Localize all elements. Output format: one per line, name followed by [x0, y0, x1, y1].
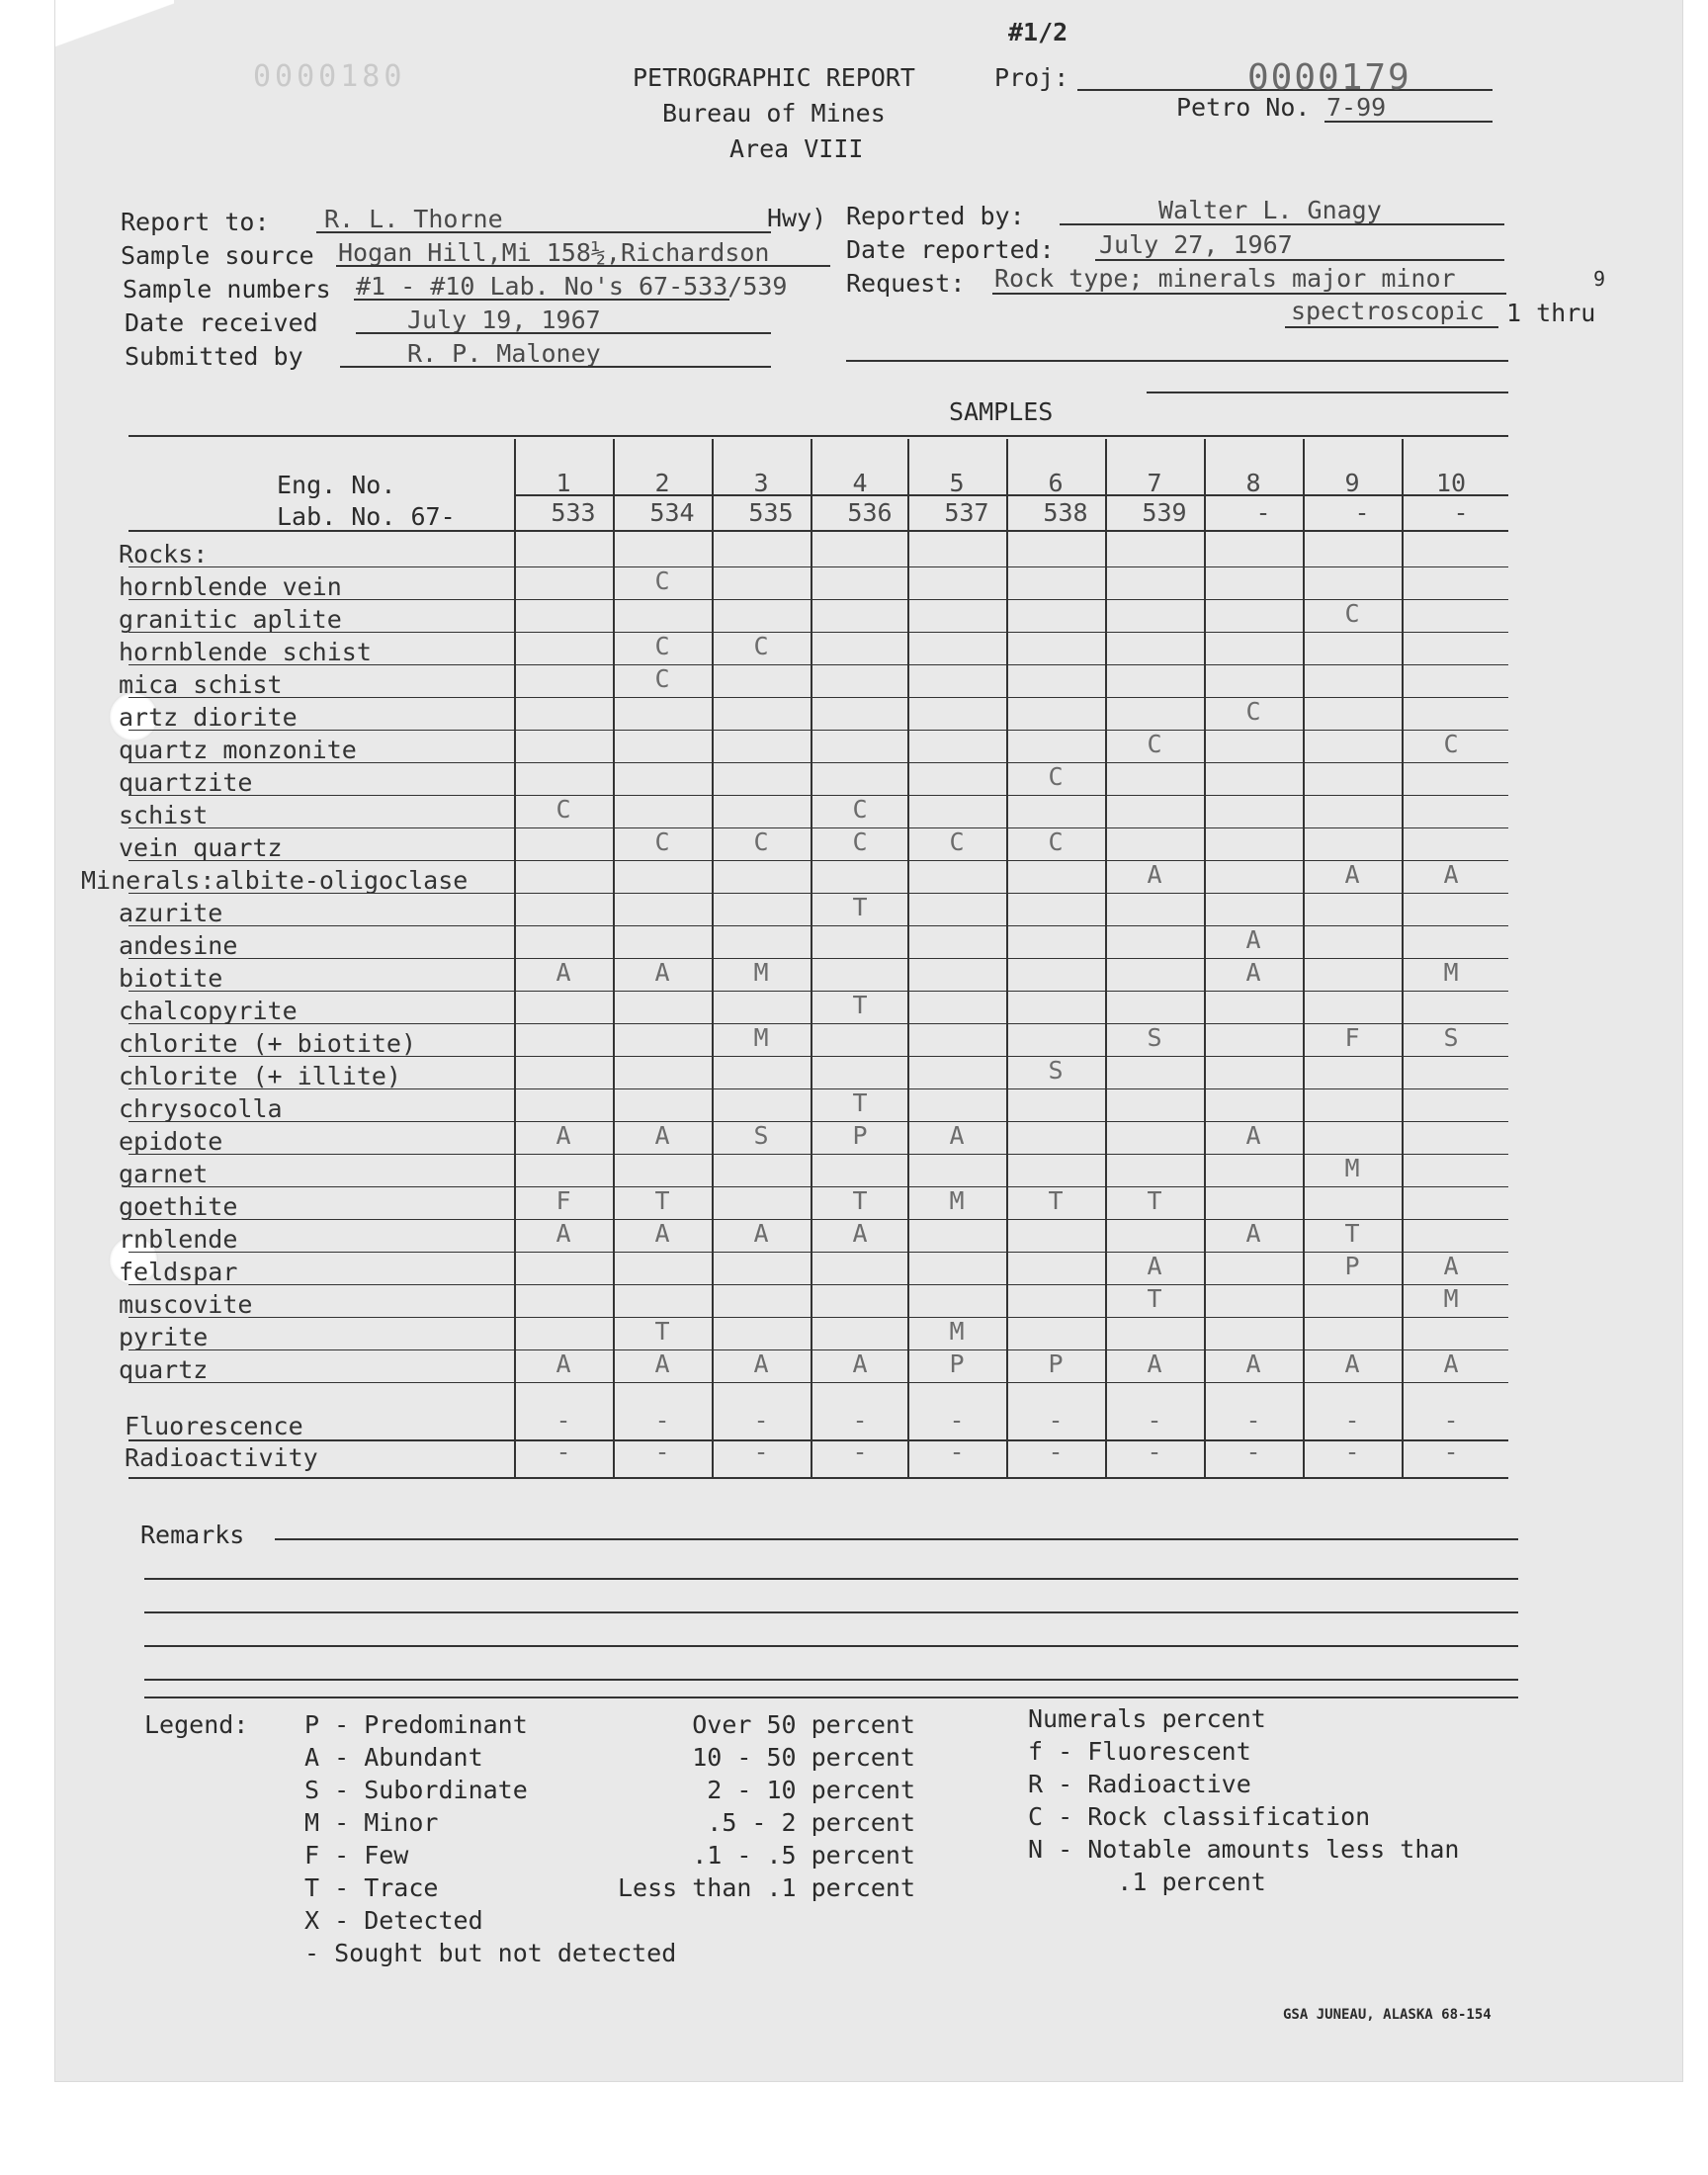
radioactivity-value: - [949, 1437, 965, 1466]
row-label: quartzite [119, 768, 253, 797]
row-label: vein quartz [119, 833, 283, 862]
sample-source-value: Hogan Hill,Mi 158½,Richardson [338, 238, 770, 267]
remarks-line [144, 1696, 1518, 1698]
row-line [128, 1023, 1508, 1024]
footer-print-mark: GSA JUNEAU, ALASKA 68-154 [1283, 2007, 1492, 2023]
fluorescence-value: - [949, 1406, 965, 1435]
cell-value: A [1443, 1349, 1459, 1378]
row-line [128, 1219, 1508, 1220]
petro-underline [1324, 121, 1493, 123]
fluorescence-value: - [1048, 1406, 1064, 1435]
cell-value: M [1443, 958, 1459, 987]
column-divider [712, 439, 714, 1477]
cell-value: T [654, 1186, 670, 1215]
legend-code: M - Minor [304, 1808, 439, 1837]
legend-code: P - Predominant [304, 1710, 528, 1739]
fluorescence-value: - [1147, 1406, 1162, 1435]
header-bottom-line [128, 530, 1508, 532]
date-received-label: Date received [125, 308, 318, 337]
row-label: chalcopyrite [119, 997, 298, 1025]
radioactivity-label: Radioactivity [125, 1443, 318, 1472]
cell-value: F [555, 1186, 571, 1215]
cell-value: A [1344, 1349, 1360, 1378]
row-line [128, 1056, 1508, 1057]
request-label: Request: [846, 269, 966, 298]
row-line [128, 1088, 1508, 1089]
column-divider [907, 439, 909, 1477]
cell-value: C [654, 566, 670, 595]
row-line [128, 730, 1508, 731]
radioactivity-value: - [1048, 1437, 1064, 1466]
radioactivity-value: - [555, 1437, 571, 1466]
torn-corner [55, 0, 174, 59]
legend-range: .5 - 2 percent [707, 1808, 915, 1837]
fluorescence-value: - [753, 1406, 769, 1435]
eng-number: 9 [1344, 469, 1360, 497]
cell-value: C [1048, 762, 1064, 791]
cell-value: P [1344, 1252, 1360, 1280]
eng-number: 10 [1435, 469, 1467, 497]
row-line [128, 860, 1508, 861]
fluorescence-value: - [1245, 1406, 1261, 1435]
row-label: muscovite [119, 1290, 253, 1319]
radioactivity-value: - [654, 1437, 670, 1466]
row-label: quartz [119, 1355, 209, 1384]
remarks-line [144, 1611, 1518, 1613]
row-line [128, 1317, 1508, 1318]
cell-value: C [1245, 697, 1261, 726]
column-divider [1204, 439, 1206, 1477]
row-label: mica schist [119, 670, 283, 699]
cell-value: A [555, 1121, 571, 1150]
bureau-subtitle: Bureau of Mines [662, 99, 886, 128]
cell-value: A [1147, 860, 1162, 889]
lab-number: - [1255, 498, 1271, 527]
cell-value: S [1048, 1056, 1064, 1085]
cell-value: P [852, 1121, 868, 1150]
cell-value: A [1443, 1252, 1459, 1280]
row-label: quartz monzonite [119, 736, 357, 764]
legend-note: C - Rock classification [1028, 1802, 1371, 1831]
cell-value: C [1048, 827, 1064, 856]
petro-label: Petro No. [1176, 93, 1311, 122]
cell-value: A [1443, 860, 1459, 889]
row-line [128, 827, 1508, 828]
date-reported-value: July 27, 1967 [1099, 230, 1293, 259]
reported-by-underline [1060, 223, 1504, 225]
remarks-label: Remarks [140, 1521, 245, 1549]
reported-by-label: Reported by: [846, 202, 1025, 230]
row-label: chrysocolla [119, 1094, 283, 1123]
row-label: Rocks: [119, 540, 209, 568]
eng-number: 4 [852, 469, 868, 497]
faint-stamp: 0000180 [253, 59, 406, 94]
row-line [128, 1252, 1508, 1253]
eng-number: 1 [555, 469, 571, 497]
row-line [128, 1284, 1508, 1285]
row-label: Minerals:albite-oligoclase [81, 866, 469, 895]
table-top-line [128, 435, 1508, 437]
row-line [128, 599, 1508, 600]
row-line [128, 1121, 1508, 1122]
legend-code: - Sought but not detected [304, 1939, 677, 1967]
submitted-by-value: R. P. Maloney [407, 339, 601, 368]
remarks-line [144, 1645, 1518, 1647]
row-label: biotite [119, 964, 223, 993]
column-divider [1303, 439, 1305, 1477]
radioactivity-value: - [1147, 1437, 1162, 1466]
cell-value: F [1344, 1023, 1360, 1052]
cell-value: A [852, 1219, 868, 1248]
cell-value: S [1147, 1023, 1162, 1052]
cell-value: A [949, 1121, 965, 1150]
request-value: Rock type; minerals major minor [994, 264, 1456, 293]
cell-value: A [1344, 860, 1360, 889]
cell-value: T [852, 893, 868, 921]
legend-note: Numerals percent [1028, 1704, 1266, 1733]
column-divider [811, 439, 812, 1477]
cell-value: T [1147, 1186, 1162, 1215]
row-line [128, 991, 1508, 992]
legend-range: 2 - 10 percent [707, 1776, 915, 1804]
report-to-label: Report to: [121, 208, 270, 236]
row-line [128, 566, 1508, 567]
proj-label: Proj: [994, 63, 1069, 92]
row-line [128, 1154, 1508, 1155]
legend-code: A - Abundant [304, 1743, 483, 1772]
row-label: granitic aplite [119, 605, 342, 634]
cell-value: T [1147, 1284, 1162, 1313]
cell-value: A [654, 1349, 670, 1378]
cell-value: A [555, 958, 571, 987]
row-label: epidote [119, 1127, 223, 1156]
date-received-value: July 19, 1967 [407, 305, 601, 334]
column-divider [613, 439, 615, 1477]
row-label: rnblende [119, 1225, 238, 1254]
date-received-underline [356, 332, 771, 334]
cell-value: C [654, 827, 670, 856]
row-line [128, 958, 1508, 959]
cell-value: C [1344, 599, 1360, 628]
fluorescence-value: - [852, 1406, 868, 1435]
cell-value: C [654, 632, 670, 660]
cell-value: P [1048, 1349, 1064, 1378]
cell-value: S [753, 1121, 769, 1150]
row-line [128, 632, 1508, 633]
request-underline-2 [1285, 326, 1498, 328]
remarks-line [275, 1538, 1518, 1540]
cell-value: M [1344, 1154, 1360, 1182]
legend-note: N - Notable amounts less than [1028, 1835, 1460, 1864]
cell-value: C [654, 664, 670, 693]
radioactivity-value: - [1443, 1437, 1459, 1466]
sample-numbers-underline [354, 299, 729, 301]
row-line [128, 1439, 1508, 1441]
cell-value: A [1245, 1219, 1261, 1248]
cell-value: M [949, 1317, 965, 1346]
legend-range: 10 - 50 percent [692, 1743, 915, 1772]
cell-value: A [555, 1349, 571, 1378]
cell-value: M [753, 1023, 769, 1052]
lab-number: - [1453, 498, 1469, 527]
column-divider [1402, 439, 1404, 1477]
cell-value: T [1344, 1219, 1360, 1248]
row-label: goethite [119, 1192, 238, 1221]
samples-label: SAMPLES [949, 397, 1054, 426]
row-label: chlorite (+ biotite) [119, 1029, 417, 1058]
eng-number: 2 [654, 469, 670, 497]
request-blank-line-2 [1147, 392, 1508, 393]
row-label: schist [119, 801, 209, 829]
cell-value: T [852, 991, 868, 1019]
date-reported-label: Date reported: [846, 235, 1055, 264]
cell-value: M [753, 958, 769, 987]
request-margin-note: 9 [1593, 267, 1606, 291]
fluorescence-value: - [654, 1406, 670, 1435]
table-bottom-line [128, 1477, 1508, 1479]
legend-code: X - Detected [304, 1906, 483, 1935]
cell-value: A [1245, 958, 1261, 987]
legend-range: Less than .1 percent [617, 1873, 915, 1902]
row-line [128, 762, 1508, 763]
row-label: feldspar [119, 1258, 238, 1286]
row-label: hornblende vein [119, 572, 342, 601]
cell-value: M [1443, 1284, 1459, 1313]
cell-value: T [1048, 1186, 1064, 1215]
fluorescence-value: - [1344, 1406, 1360, 1435]
row-label: andesine [119, 931, 238, 960]
area-subtitle: Area VIII [729, 134, 864, 163]
cell-value: C [852, 795, 868, 824]
row-label: chlorite (+ illite) [119, 1062, 401, 1090]
lab-number: - [1354, 498, 1370, 527]
row-label: artz diorite [119, 703, 298, 732]
cell-value: C [753, 632, 769, 660]
submitted-by-label: Submitted by [125, 342, 303, 371]
lab-number: 535 [748, 498, 794, 527]
sample-numbers-value: #1 - #10 Lab. No's 67-533/539 [356, 272, 788, 301]
cell-value: C [1147, 730, 1162, 758]
request-underline [992, 293, 1506, 295]
row-line [128, 795, 1508, 796]
lab-number: 534 [649, 498, 695, 527]
eng-underline [514, 494, 1508, 496]
page-mark: #1/2 [1008, 18, 1068, 46]
report-to-underline [316, 231, 771, 233]
fluorescence-label: Fluorescence [125, 1412, 303, 1440]
row-line [128, 1349, 1508, 1350]
legend-range: Over 50 percent [692, 1710, 915, 1739]
fluorescence-value: - [555, 1406, 571, 1435]
cell-value: T [852, 1088, 868, 1117]
column-divider [1105, 439, 1107, 1477]
proj-stamp: 0000179 [1247, 57, 1411, 98]
cell-value: C [852, 827, 868, 856]
eng-no-label: Eng. No. [277, 471, 396, 499]
report-title: PETROGRAPHIC REPORT [633, 63, 915, 92]
cell-value: C [1443, 730, 1459, 758]
lab-number: 539 [1142, 498, 1187, 527]
cell-value: A [654, 958, 670, 987]
lab-number: 533 [551, 498, 596, 527]
column-divider [514, 439, 516, 1477]
lab-number: 537 [944, 498, 989, 527]
eng-number: 6 [1048, 469, 1064, 497]
radioactivity-value: - [1344, 1437, 1360, 1466]
sample-source-underline [336, 265, 830, 267]
cell-value: P [949, 1349, 965, 1378]
legend-note: f - Fluorescent [1028, 1737, 1251, 1766]
cell-value: A [1245, 925, 1261, 954]
request-suffix: 1 thru [1506, 299, 1596, 327]
reported-by-value: Walter L. Gnagy [1158, 196, 1382, 224]
cell-value: A [1147, 1252, 1162, 1280]
legend-code: F - Few [304, 1841, 409, 1870]
legend-range: .1 - .5 percent [692, 1841, 915, 1870]
request-value-2: spectroscopic [1291, 297, 1485, 325]
lab-no-label: Lab. No. 67- [277, 502, 456, 531]
report-to-value: R. L. Thorne [324, 205, 503, 233]
eng-number: 8 [1245, 469, 1261, 497]
cell-value: A [1245, 1121, 1261, 1150]
radioactivity-value: - [753, 1437, 769, 1466]
report-to-suffix: Hwy) [767, 204, 827, 232]
legend-code: S - Subordinate [304, 1776, 528, 1804]
cell-value: A [852, 1349, 868, 1378]
eng-number: 3 [753, 469, 769, 497]
cell-value: M [949, 1186, 965, 1215]
cell-value: C [555, 795, 571, 824]
row-label: garnet [119, 1160, 209, 1188]
cell-value: A [753, 1219, 769, 1248]
legend-note: .1 percent [1028, 1868, 1266, 1896]
radioactivity-value: - [852, 1437, 868, 1466]
petro-value: 7-99 [1326, 93, 1387, 122]
submitted-by-underline [340, 366, 771, 368]
cell-value: C [949, 827, 965, 856]
eng-number: 7 [1147, 469, 1162, 497]
legend-label: Legend: [144, 1710, 249, 1739]
cell-value: A [753, 1349, 769, 1378]
cell-value: S [1443, 1023, 1459, 1052]
sample-numbers-label: Sample numbers [123, 275, 331, 304]
request-blank-line [846, 360, 1508, 362]
row-label: pyrite [119, 1323, 209, 1351]
row-line [128, 893, 1508, 894]
legend-note: R - Radioactive [1028, 1770, 1251, 1798]
legend-code: T - Trace [304, 1873, 439, 1902]
lab-number: 538 [1043, 498, 1088, 527]
row-label: azurite [119, 899, 223, 927]
cell-value: T [654, 1317, 670, 1346]
row-label: hornblende schist [119, 638, 372, 666]
column-divider [1006, 439, 1008, 1477]
cell-value: A [654, 1219, 670, 1248]
cell-value: A [1147, 1349, 1162, 1378]
sample-source-label: Sample source [121, 241, 314, 270]
cell-value: A [654, 1121, 670, 1150]
row-line [128, 1186, 1508, 1187]
row-line [128, 697, 1508, 698]
row-line [128, 1382, 1508, 1383]
cell-value: A [1245, 1349, 1261, 1378]
lab-number: 536 [847, 498, 893, 527]
cell-value: C [753, 827, 769, 856]
remarks-line [144, 1578, 1518, 1580]
fluorescence-value: - [1443, 1406, 1459, 1435]
remarks-line [144, 1679, 1518, 1681]
cell-value: A [555, 1219, 571, 1248]
row-line [128, 925, 1508, 926]
eng-number: 5 [949, 469, 965, 497]
cell-value: T [852, 1186, 868, 1215]
radioactivity-value: - [1245, 1437, 1261, 1466]
date-reported-underline [1095, 259, 1504, 261]
row-line [128, 664, 1508, 665]
